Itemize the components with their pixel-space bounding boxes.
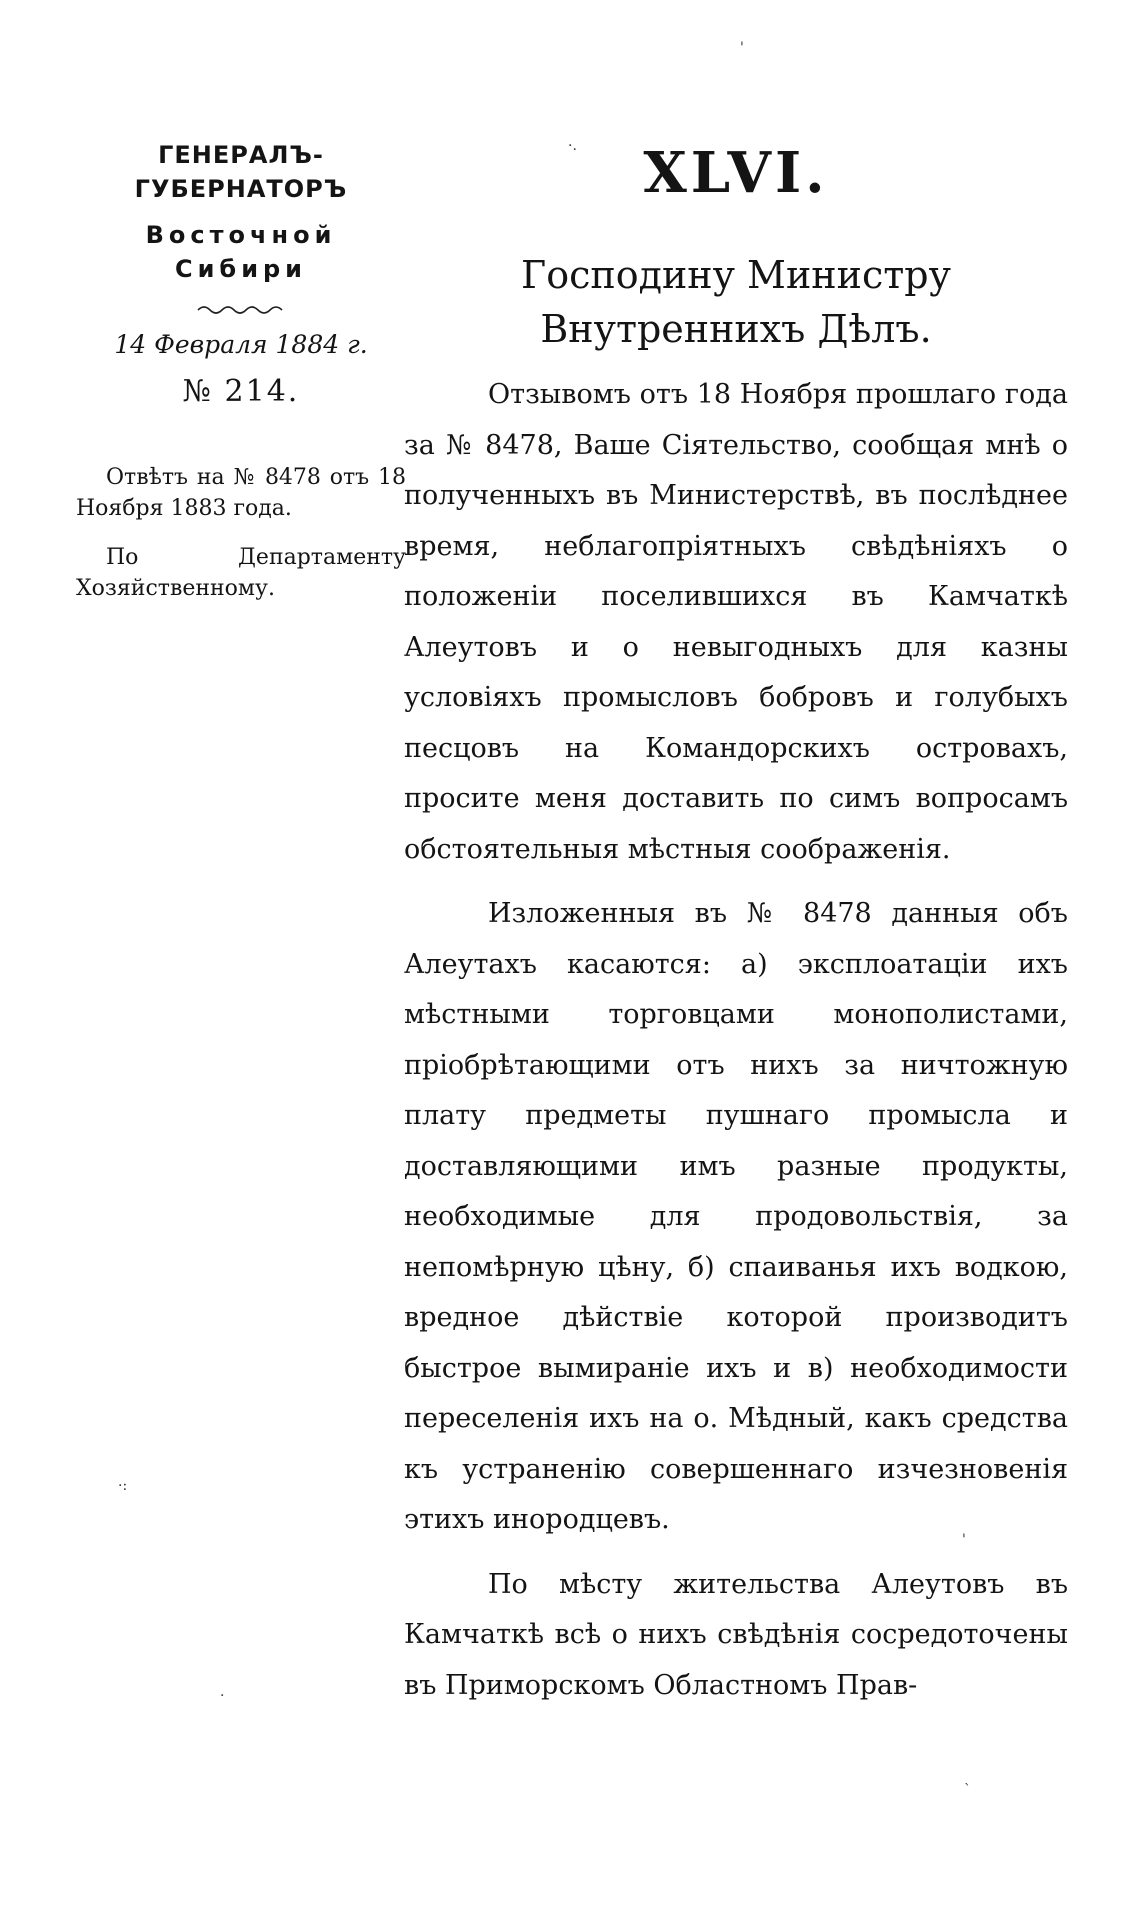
print-speck: ' [740,40,744,56]
sender-title: ГЕНЕРАЛЪ-ГУБЕРНАТОРЪ [134,141,348,203]
sender-region: Восточной Сибири [145,221,337,283]
print-speck: · [220,1688,225,1704]
main-column [404,138,1068,1725]
body-paragraph-1: Отзывомъ отъ 18 Ноября прошлаго года за № 8478, Ваше Сіятельство, сообщая мнѣ о полученныхъ въ Министерствѣ, въ послѣднее время, неблагопріятныхъ свѣдѣніяхъ о положеніи поселившихся въ Камчаткѣ Алеутовъ и о невыгодныхъ для казны условіяхъ промысловъ бобровъ и голубыхъ песцовъ на Командорскихъ островахъ, просите меня доставить по симъ вопросамъ обстоятельныя мѣстныя соображенія. [404,379,1068,865]
body-paragraph-3: По мѣсту жительства Алеутовъ въ Камчаткѣ всѣ о нихъ свѣдѣнія сосредоточены въ Приморскомъ Областномъ Прав- [404,1568,1068,1701]
print-speck: ·. [568,138,577,154]
margin-note-reply: Отвѣтъ на № 8478 отъ 18 Ноября 1883 года. [76,465,406,521]
document-roman-number: XLVI. [643,140,829,206]
print-speck: ·: [118,1478,128,1494]
body-paragraph-2: Изложенныя въ № 8478 данныя объ Алеутахъ касаются: а) эксплоатаціи ихъ мѣстными торговцами монополистами, пріобрѣтающими отъ нихъ за ничтожную плату предметы пушнаго промысла и доставляющими имъ разные продукты, необходимые для продовольствія, за непомѣрную цѣну, б) спаиванья ихъ водкою, вредное дѣйствіе которой производитъ быстрое вымираніе ихъ и в) необходимости переселенія ихъ на о. Мѣдный, какъ средства къ устраненію совершеннаго изчезновенія этихъ инородцевъ. [404,898,1068,1535]
ornament-squiggle [196,302,286,314]
print-speck: ` [964,1782,971,1798]
margin-column [76,138,406,604]
document-date: 14 Февраля 1884 г. [114,330,368,359]
document-number: № 214. [182,374,300,409]
margin-note-department: По Департаменту Хозяйственному. [76,545,406,601]
print-speck: ' [962,1532,966,1548]
addressee-heading: Господину Министру Внутреннихъ Дѣлъ. [521,253,951,351]
